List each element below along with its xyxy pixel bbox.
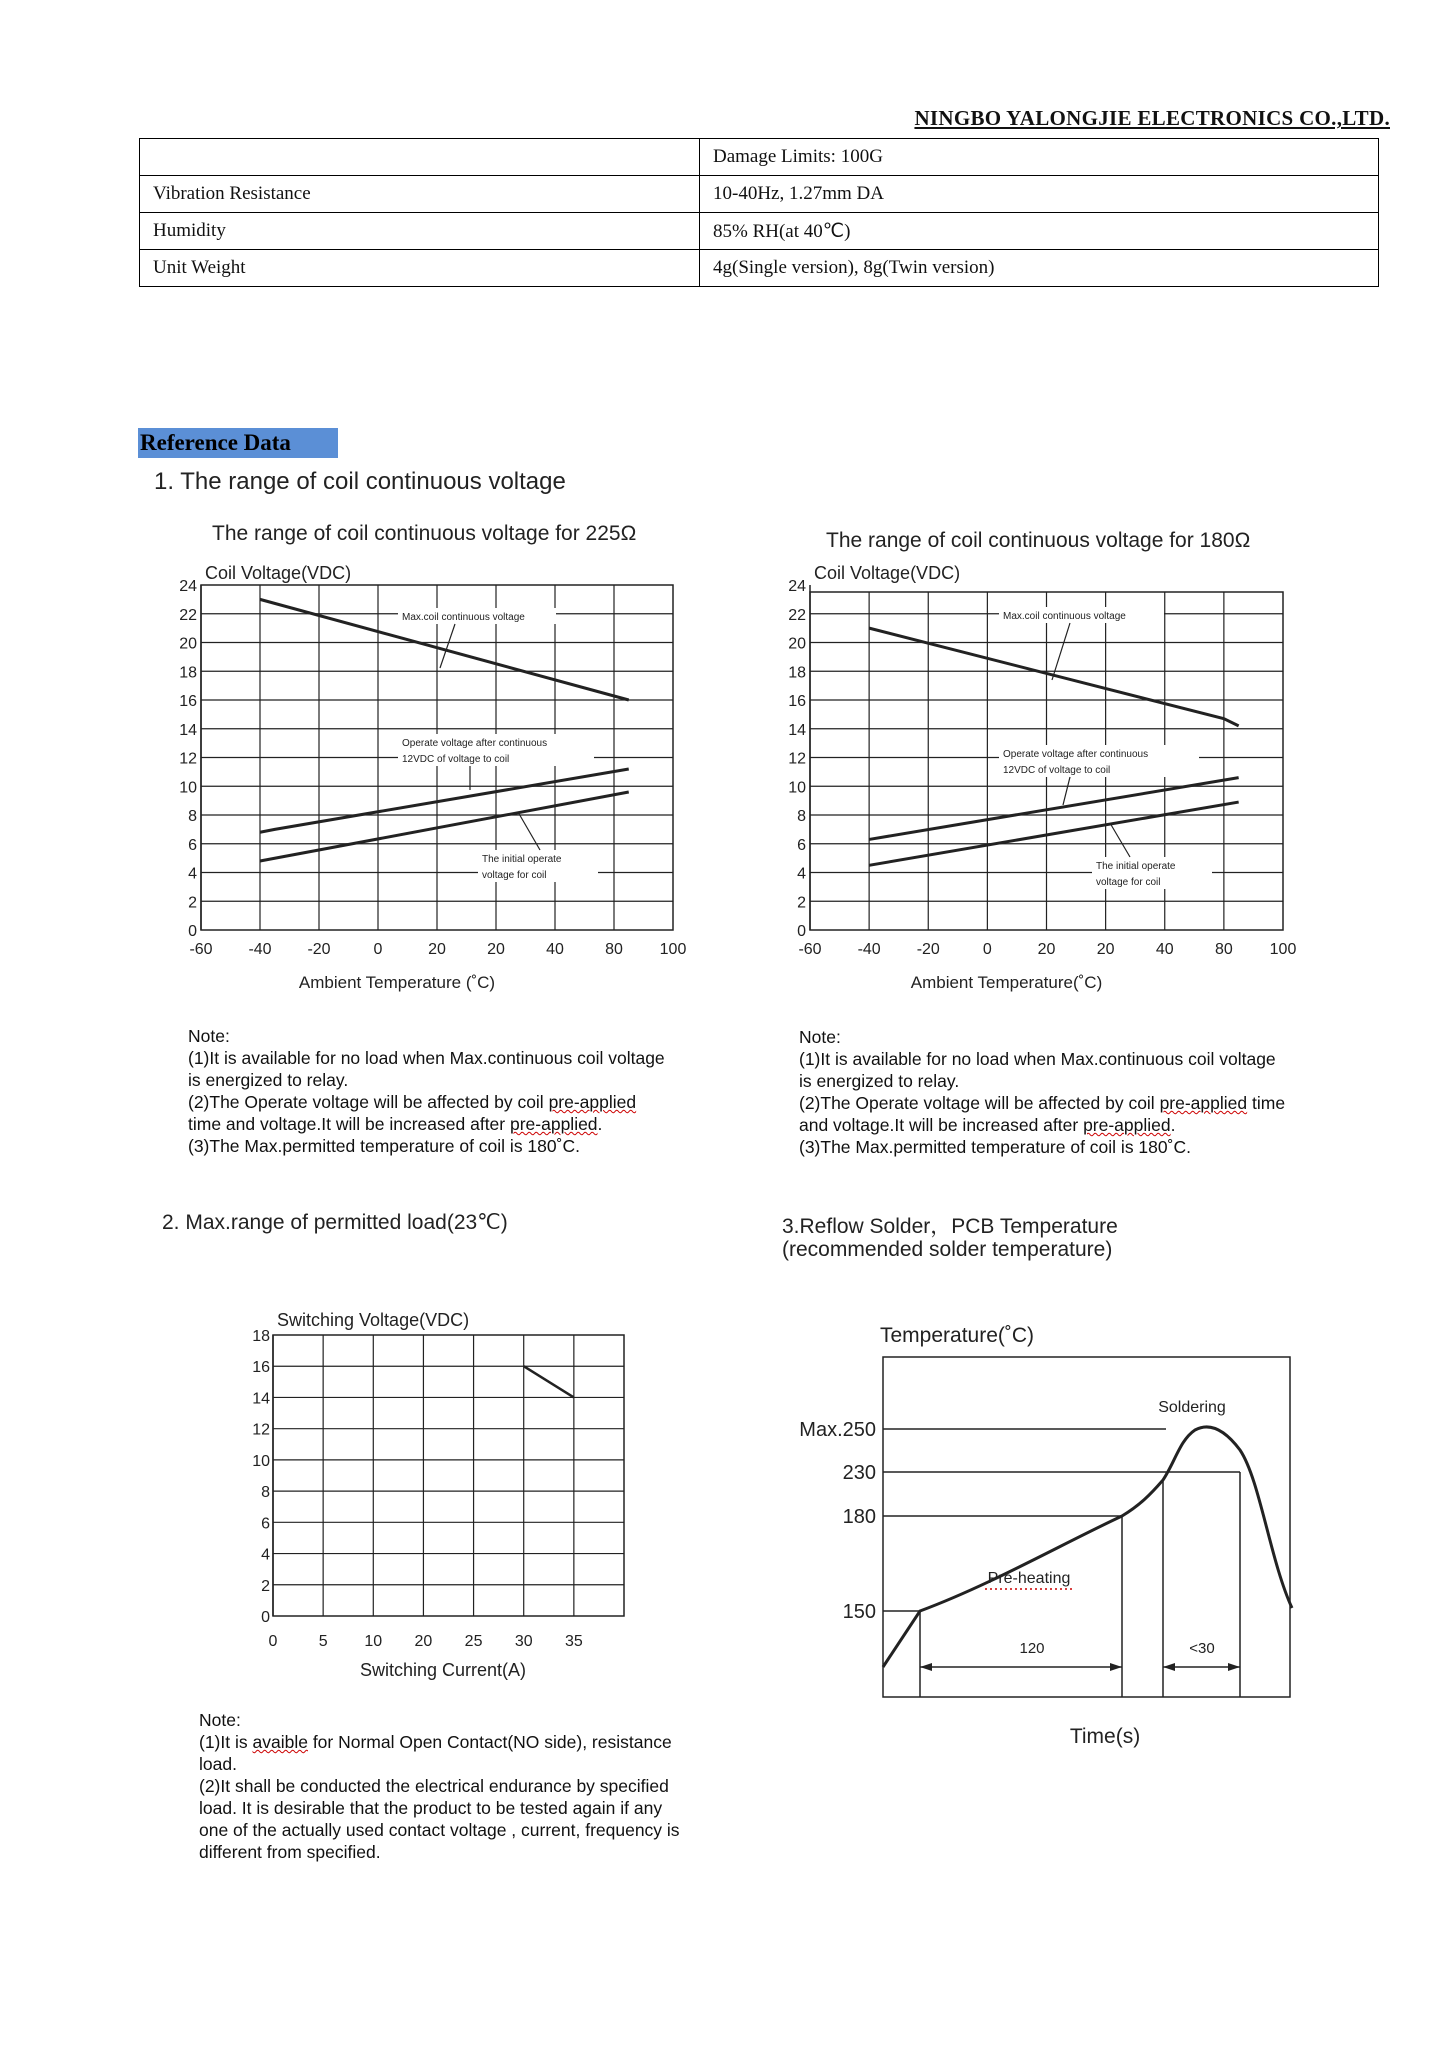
note-load xyxy=(199,1709,747,1863)
note-line: load. xyxy=(199,1754,237,1774)
y-tick-label: 22 xyxy=(179,606,197,624)
y-tick-label: 20 xyxy=(788,635,806,653)
note-line: (2)It shall be conducted the electrical endurance by specified xyxy=(199,1776,669,1796)
x-axis-title: Switching Current(A) xyxy=(359,1660,527,1680)
annotation-initial: The initial operate xyxy=(482,854,562,865)
y-axis-title: Temperature(˚C) xyxy=(880,1324,1035,1347)
y-tick-label: 2 xyxy=(261,1577,270,1595)
arrow-head xyxy=(1163,1663,1175,1671)
x-tick-label: 25 xyxy=(464,1633,483,1650)
x-axis-title: Ambient Temperature (˚C) xyxy=(298,973,496,992)
y-tick-label: 14 xyxy=(252,1390,270,1408)
y-tick-label: 180 xyxy=(842,1506,876,1528)
x-tick-label: -60 xyxy=(189,941,213,958)
note-line: one of the actually used contact voltage , current, frequency is xyxy=(199,1820,680,1840)
note-title: Note: xyxy=(199,1710,241,1730)
x-tick-label: 30 xyxy=(514,1633,533,1650)
x-tick-label: 10 xyxy=(364,1633,383,1650)
x-tick-label: 20 xyxy=(414,1633,433,1650)
note-line xyxy=(199,1731,747,1753)
y-tick-label: 22 xyxy=(788,606,806,624)
annotation-initial: voltage for coil xyxy=(1096,877,1161,888)
x-tick-label: 20 xyxy=(428,941,446,958)
section-2-title: 2. Max.range of permitted load(23℃) xyxy=(162,1211,508,1234)
arrow-head xyxy=(1110,1663,1122,1671)
x-tick-label: 5 xyxy=(318,1633,328,1650)
y-tick-label: Max.250 xyxy=(799,1419,876,1441)
note-title: Note: xyxy=(188,1026,230,1046)
y-tick-label: 10 xyxy=(788,779,806,797)
y-tick-label: 12 xyxy=(252,1421,270,1439)
note-line: (1)It is available for no load when Max.continuous coil voltage xyxy=(799,1049,1276,1069)
note-text: time xyxy=(1247,1093,1286,1113)
x-tick-label: 20 xyxy=(1037,941,1056,958)
y-tick-label: 2 xyxy=(797,894,806,912)
company-name: NINGBO YALONGJIE ELECTRONICS CO.,LTD. xyxy=(914,106,1390,130)
note-text: (1)It is xyxy=(199,1732,253,1752)
note-line: (1)It is available for no load when Max.continuous coil voltage xyxy=(188,1048,665,1068)
annotation-max: Max.coil continuous voltage xyxy=(402,612,525,623)
note-text: . xyxy=(1170,1115,1176,1135)
y-tick-label: 14 xyxy=(788,721,806,739)
x-tick-label: 35 xyxy=(564,1633,583,1650)
x-tick-label: 0 xyxy=(268,1633,278,1650)
section-3-title-line-2: (recommended solder temperature) xyxy=(782,1238,1113,1261)
x-tick-label: 40 xyxy=(546,941,564,958)
reference-data-tag: Reference Data xyxy=(138,428,338,458)
annotation-initial: voltage for coil xyxy=(482,870,547,881)
arrow-head xyxy=(1228,1663,1240,1671)
y-tick-label: 10 xyxy=(179,779,197,797)
x-axis-title: Time(s) xyxy=(1069,1725,1141,1748)
annotation-initial: The initial operate xyxy=(1096,861,1176,872)
x-tick-label: -40 xyxy=(857,941,881,958)
y-tick-label: 12 xyxy=(788,750,806,768)
y-tick-label: 4 xyxy=(261,1546,270,1564)
note-line: is energized to relay. xyxy=(188,1070,349,1090)
y-tick-label: 4 xyxy=(188,865,197,883)
y-tick-label: 16 xyxy=(788,693,806,710)
y-tick-label: 18 xyxy=(252,1328,270,1345)
note-text: and voltage.It will be increased after xyxy=(799,1115,1084,1135)
note-text: (2)The Operate voltage will be affected by coil xyxy=(799,1093,1160,1113)
y-axis-title: Coil Voltage(VDC) xyxy=(205,563,352,583)
y-tick-label: 18 xyxy=(788,664,806,682)
y-axis-title: Switching Voltage(VDC) xyxy=(277,1310,470,1330)
y-tick-label: 0 xyxy=(797,923,806,940)
y-tick-label: 10 xyxy=(252,1452,270,1470)
table-cell-value: 4g(Single version), 8g(Twin version) xyxy=(700,250,1379,287)
annotation-operate: 12VDC of voltage to coil xyxy=(1003,765,1111,776)
x-tick-label: 0 xyxy=(982,941,992,958)
x-tick-label: 80 xyxy=(1214,941,1233,958)
y-tick-label: 2 xyxy=(188,894,197,912)
table-cell-value: 10-40Hz, 1.27mm DA xyxy=(700,176,1379,213)
x-tick-label: 0 xyxy=(373,941,383,958)
y-tick-label: 4 xyxy=(797,865,806,883)
note-text: time and voltage.It will be increased after xyxy=(188,1114,510,1134)
y-tick-label: 0 xyxy=(188,923,197,940)
soldering-label: Soldering xyxy=(1158,1399,1226,1416)
table-cell-value: Damage Limits: 100G xyxy=(700,139,1379,176)
annotation-operate: 12VDC of voltage to coil xyxy=(402,754,510,765)
solder-time-label: <30 xyxy=(1189,1640,1215,1657)
plot-frame xyxy=(883,1357,1290,1697)
y-tick-label: 8 xyxy=(261,1484,270,1502)
arrow-head xyxy=(920,1663,932,1671)
table-cell-label: Humidity xyxy=(140,213,700,250)
y-tick-label: 14 xyxy=(179,721,197,739)
annotation-operate: Operate voltage after continuous xyxy=(402,738,548,749)
y-tick-label: 230 xyxy=(842,1462,876,1484)
y-axis-title: Coil Voltage(VDC) xyxy=(814,563,961,583)
note-line: different from specified. xyxy=(199,1842,381,1862)
preheat-time-label: 120 xyxy=(1019,1640,1045,1657)
x-tick-label: 20 xyxy=(1096,941,1115,958)
chart-1-title: The range of coil continuous voltage for 225Ω xyxy=(212,522,637,545)
x-tick-label: -20 xyxy=(307,941,331,958)
series-line-1 xyxy=(883,1427,1292,1667)
x-tick-label: 20 xyxy=(487,941,505,958)
y-tick-label: 8 xyxy=(797,808,806,825)
x-tick-label: 40 xyxy=(1155,941,1174,958)
y-tick-label: 150 xyxy=(842,1601,876,1623)
y-tick-label: 6 xyxy=(797,836,806,854)
annotation-max: Max.coil continuous voltage xyxy=(1003,611,1126,622)
note-text: (2)The Operate voltage will be affected by coil xyxy=(188,1092,549,1112)
table-cell-label: Unit Weight xyxy=(140,250,700,287)
note-text: avaible xyxy=(252,1732,308,1752)
annotation-operate: Operate voltage after continuous xyxy=(1003,749,1149,760)
y-tick-label: 0 xyxy=(261,1609,270,1626)
note-line: (3)The Max.permitted temperature of coil is 180˚C. xyxy=(188,1136,580,1156)
y-tick-label: 16 xyxy=(252,1359,270,1377)
y-tick-label: 16 xyxy=(179,693,197,710)
table-cell-label: Vibration Resistance xyxy=(140,176,700,213)
note-text: pre-applied xyxy=(509,1114,598,1134)
x-axis-title: Ambient Temperature(˚C) xyxy=(910,973,1103,992)
x-tick-label: 100 xyxy=(1269,941,1297,958)
y-tick-label: 18 xyxy=(179,664,197,682)
y-tick-label: 6 xyxy=(261,1515,270,1533)
preheating-label: Pre-heating xyxy=(987,1570,1071,1587)
y-tick-label: 6 xyxy=(188,836,197,854)
note-text: . xyxy=(597,1114,603,1134)
x-tick-label: 80 xyxy=(605,941,623,958)
y-tick-label: 24 xyxy=(179,578,197,595)
note-text: for Normal Open Contact(NO side), resistance xyxy=(307,1732,672,1752)
y-tick-label: 12 xyxy=(179,750,197,768)
x-tick-label: -60 xyxy=(798,941,822,958)
x-tick-label: -20 xyxy=(916,941,940,958)
note-text: pre-applied xyxy=(1159,1093,1248,1113)
note-title: Note: xyxy=(799,1027,841,1047)
note-text: pre-applied xyxy=(548,1092,637,1112)
x-tick-label: 100 xyxy=(659,941,687,958)
chart-2-title: The range of coil continuous voltage for 180Ω xyxy=(826,529,1251,552)
note-line: load. It is desirable that the product to be tested again if any xyxy=(199,1798,663,1818)
y-tick-label: 24 xyxy=(788,578,806,595)
note-line: is energized to relay. xyxy=(799,1071,960,1091)
y-tick-label: 8 xyxy=(188,808,197,825)
section-3-title-line-1: 3.Reflow Solder，PCB Temperature xyxy=(782,1215,1118,1238)
y-tick-label: 20 xyxy=(179,635,197,653)
x-tick-label: -40 xyxy=(248,941,272,958)
table-cell-value: 85% RH(at 40℃) xyxy=(700,213,1379,250)
note-text: pre-applied xyxy=(1083,1115,1171,1135)
section-1-title: 1. The range of coil continuous voltage xyxy=(154,468,566,495)
note-line: (3)The Max.permitted temperature of coil is 180˚C. xyxy=(799,1137,1191,1157)
